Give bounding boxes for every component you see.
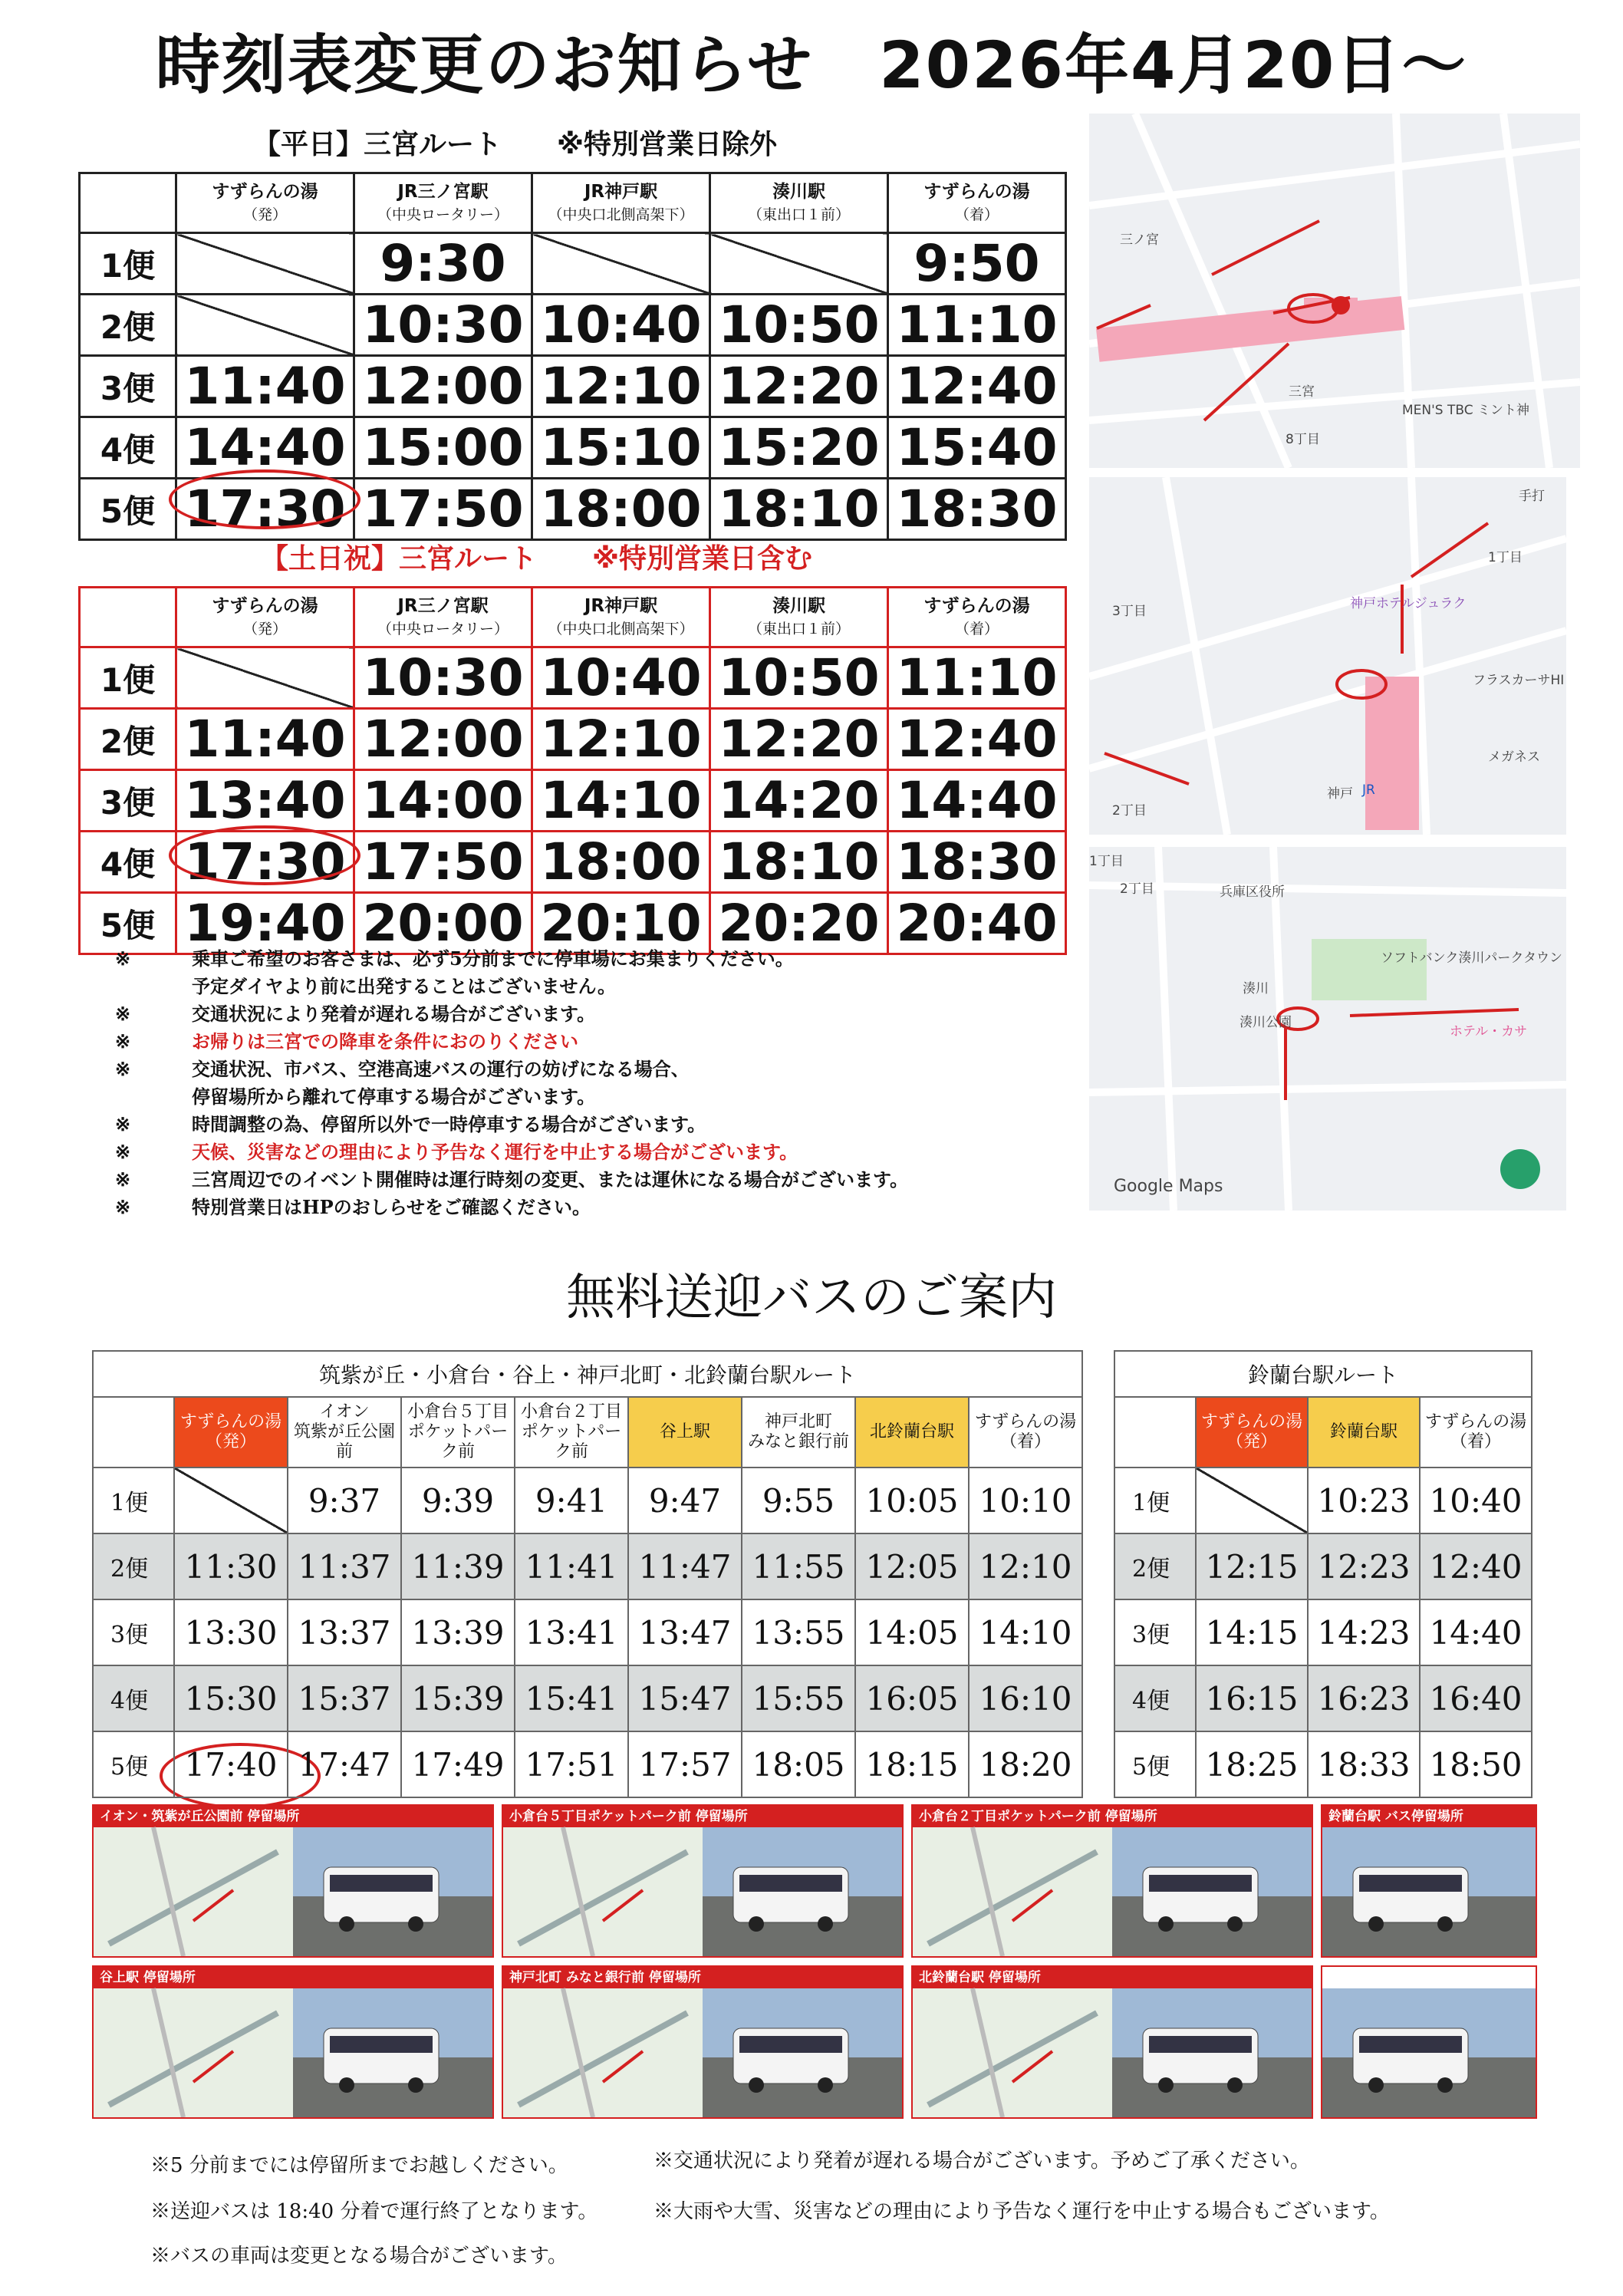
bin-label: 1便 <box>80 647 176 709</box>
map2-label-7: 3丁目 <box>1112 604 1147 619</box>
weekday-header-name: JR神戸駅 <box>584 181 658 202</box>
weekend-header-sub: （発） <box>242 620 287 637</box>
weekend-header-3 <box>532 588 710 647</box>
bin-label: 4便 <box>80 417 176 479</box>
time-cell <box>532 233 710 295</box>
highlight-circle-weekday <box>169 469 360 529</box>
time-cell: 18:10 <box>710 832 888 893</box>
time-cell: 9:30 <box>354 233 532 295</box>
time-cell: 10:30 <box>354 647 532 709</box>
route2-header-3: すずらんの湯 （着） <box>1420 1397 1532 1468</box>
time-cell: 15:40 <box>888 417 1066 479</box>
route1-caption: 筑紫が丘・小倉台・谷上・神戸北町・北鈴蘭台駅ルート <box>93 1351 1082 1397</box>
map2-label-8: 1丁目 <box>1488 550 1523 565</box>
note-item <box>77 1056 1074 1083</box>
route2-row <box>1114 1599 1532 1665</box>
stop-photo-caption: 小倉台２丁目ポケットパーク前 停留場所 <box>913 1806 1312 1827</box>
note-text: 特別営業日はHPのおしらせをご確認ください。 <box>192 1196 591 1218</box>
route1-row <box>93 1731 1082 1797</box>
time-cell: 9:50 <box>888 233 1066 295</box>
weekday-header-5 <box>888 173 1066 233</box>
route2-row <box>1114 1665 1532 1731</box>
weekend-header-1 <box>176 588 354 647</box>
map3-label-1: 兵庫区役所 <box>1220 884 1285 900</box>
route1-header-4: 小倉台２丁目 ポケットパーク前 <box>515 1397 628 1468</box>
weekend-header-row <box>80 588 1066 647</box>
route1-row <box>93 1599 1082 1665</box>
stop-photo-caption: 神戸北町 みなと銀行前 停留場所 <box>503 1967 902 1988</box>
time-cell: 18:10 <box>710 479 888 540</box>
weekend-header-name: JR三ノ宮駅 <box>397 595 489 616</box>
note-text: お帰りは三宮での降車を条件におのりください <box>192 1030 578 1052</box>
note-mark <box>77 973 192 1000</box>
footnote-4: ※大雨や大雪、災害などの理由により予告なく運行を中止する場合もございます。 <box>653 2200 1390 2223</box>
route1-header-3: 小倉台５丁目 ポケットパーク前 <box>401 1397 515 1468</box>
bin-label: 5便 <box>1114 1731 1196 1797</box>
footnote-1: ※5 分前までには停留所までお越しください。 <box>150 2154 568 2177</box>
time-cell: 17:30 <box>176 832 354 893</box>
weekday-header-sub: （中央ロータリー） <box>377 206 509 223</box>
time-cell: 12:20 <box>710 356 888 417</box>
time-cell: 17:50 <box>354 479 532 540</box>
time-cell: 18:50 <box>1420 1731 1532 1797</box>
note-text: 予定ダイヤより前に出発することはございません。 <box>192 975 616 997</box>
weekend-header-5 <box>888 588 1066 647</box>
route2-timetable <box>1114 1350 1532 1798</box>
bin-label: 1便 <box>93 1468 174 1533</box>
stop-photo-image <box>94 1806 492 1956</box>
time-cell: 20:40 <box>888 893 1066 954</box>
time-cell <box>1196 1468 1308 1533</box>
stop-photo <box>92 1804 494 1958</box>
time-cell: 13:39 <box>401 1599 515 1665</box>
weekday-row <box>80 233 1066 295</box>
weekday-row <box>80 417 1066 479</box>
stop-photo-image <box>913 1806 1312 1956</box>
time-cell: 17:47 <box>288 1731 401 1797</box>
weekend-caption: 【土日祝】三宮ルート ※特別営業日含む <box>261 543 812 575</box>
bin-label: 2便 <box>93 1533 174 1599</box>
time-cell: 10:30 <box>354 295 532 356</box>
note-item <box>77 973 1074 1000</box>
time-cell: 15:37 <box>288 1665 401 1731</box>
time-cell: 11:55 <box>742 1533 855 1599</box>
map3-label-3: 湊川 <box>1243 981 1269 996</box>
time-cell: 10:50 <box>710 295 888 356</box>
time-cell: 11:39 <box>401 1533 515 1599</box>
map3-label-5: ホテル・カサ <box>1450 1024 1528 1039</box>
note-text: 天候、災害などの理由により予告なく運行を中止する場合がございます。 <box>192 1141 798 1163</box>
time-cell: 11:10 <box>888 295 1066 356</box>
time-cell: 15:47 <box>628 1665 742 1731</box>
bin-label: 2便 <box>80 295 176 356</box>
time-cell: 12:10 <box>532 709 710 770</box>
stop-photo-image <box>94 1967 492 2117</box>
time-cell: 10:40 <box>532 647 710 709</box>
note-mark <box>77 1083 192 1111</box>
time-cell: 12:40 <box>1420 1533 1532 1599</box>
weekend-header-4 <box>710 588 888 647</box>
time-cell: 15:30 <box>174 1665 288 1731</box>
bin-label: 5便 <box>80 893 176 954</box>
time-cell: 12:15 <box>1196 1533 1308 1599</box>
time-cell: 12:00 <box>354 356 532 417</box>
route1-header-row <box>93 1397 1082 1468</box>
time-cell: 11:41 <box>515 1533 628 1599</box>
time-cell: 18:20 <box>969 1731 1082 1797</box>
time-cell: 18:30 <box>888 479 1066 540</box>
weekend-header-sub: （中央口北側高架下） <box>548 620 694 637</box>
bin-label: 3便 <box>80 356 176 417</box>
stop-photo <box>911 1804 1313 1958</box>
weekend-header-name: すずらんの湯 <box>212 595 318 616</box>
footnote-5: ※バスの車両は変更となる場合がございます。 <box>150 2245 568 2268</box>
time-cell: 13:41 <box>515 1599 628 1665</box>
time-cell: 14:05 <box>855 1599 969 1665</box>
note-item <box>77 945 1074 973</box>
weekday-header-name: すずらんの湯 <box>923 181 1030 202</box>
time-cell: 15:00 <box>354 417 532 479</box>
time-cell: 10:40 <box>532 295 710 356</box>
note-mark: ※ <box>115 1058 131 1080</box>
note-mark: ※ <box>115 1003 131 1025</box>
map2-label-5: JR <box>1362 782 1375 798</box>
time-cell: 17:57 <box>628 1731 742 1797</box>
time-cell: 12:05 <box>855 1533 969 1599</box>
time-cell: 16:23 <box>1308 1665 1420 1731</box>
stop-photo <box>502 1804 904 1958</box>
bus-title: 無料送迎バスのご案内 <box>566 1270 1057 1326</box>
weekday-header-sub: （着） <box>954 206 999 223</box>
bin-label: 1便 <box>80 233 176 295</box>
map3-label-2: ソフトバンク湊川パークタウン <box>1381 950 1562 966</box>
note-item <box>77 1083 1074 1111</box>
stop-photo-image <box>503 1967 902 2117</box>
time-cell: 9:37 <box>288 1468 401 1533</box>
time-cell: 17:49 <box>401 1731 515 1797</box>
time-cell: 17:50 <box>354 832 532 893</box>
time-cell: 11:30 <box>174 1533 288 1599</box>
note-mark: ※ <box>115 1030 131 1052</box>
time-cell: 17:40 <box>174 1731 288 1797</box>
weekday-header-3 <box>532 173 710 233</box>
time-cell: 10:40 <box>1420 1468 1532 1533</box>
note-mark: ※ <box>115 947 131 970</box>
bin-label: 2便 <box>1114 1533 1196 1599</box>
time-cell: 11:10 <box>888 647 1066 709</box>
bin-label: 2便 <box>80 709 176 770</box>
map-sannomiya[interactable] <box>1089 114 1580 468</box>
route1-row <box>93 1468 1082 1533</box>
time-cell: 20:00 <box>354 893 532 954</box>
stop-photo-caption: 鈴蘭台駅 バス停留場所 <box>1322 1806 1536 1827</box>
bin-label: 1便 <box>1114 1468 1196 1533</box>
map3-label-4: 湊川公園 <box>1239 1015 1292 1030</box>
note-item <box>77 1138 1074 1166</box>
time-cell: 18:05 <box>742 1731 855 1797</box>
weekend-header-name: JR神戸駅 <box>584 595 658 616</box>
bin-label: 3便 <box>80 770 176 832</box>
bin-label: 3便 <box>93 1599 174 1665</box>
bin-label: 5便 <box>80 479 176 540</box>
footnote-2: ※交通状況により発着が遅れる場合がございます。予めご了承ください。 <box>653 2149 1310 2172</box>
route2-row <box>1114 1468 1532 1533</box>
time-cell: 13:55 <box>742 1599 855 1665</box>
time-cell: 11:40 <box>176 356 354 417</box>
time-cell: 10:50 <box>710 647 888 709</box>
weekend-row <box>80 770 1066 832</box>
time-cell: 15:39 <box>401 1665 515 1731</box>
time-cell: 16:15 <box>1196 1665 1308 1731</box>
weekday-row <box>80 356 1066 417</box>
time-cell: 14:15 <box>1196 1599 1308 1665</box>
time-cell: 12:10 <box>532 356 710 417</box>
weekday-header-2 <box>354 173 532 233</box>
time-cell: 19:40 <box>176 893 354 954</box>
map-kobe[interactable] <box>1089 477 1566 835</box>
time-cell: 13:37 <box>288 1599 401 1665</box>
footnote-3: ※送迎バスは 18:40 分着で運行終了となります。 <box>150 2200 598 2223</box>
weekend-header-sub: （中央ロータリー） <box>377 620 509 637</box>
bin-label: 4便 <box>80 832 176 893</box>
map3-label-7: 2丁目 <box>1120 881 1154 897</box>
time-cell: 16:05 <box>855 1665 969 1731</box>
stop-photo <box>1321 1804 1537 1958</box>
time-cell: 13:40 <box>176 770 354 832</box>
weekend-header-name: すずらんの湯 <box>923 595 1030 616</box>
weekday-header-1 <box>176 173 354 233</box>
time-cell <box>710 233 888 295</box>
map1-label-3: 三ノ宮 <box>1120 232 1159 248</box>
map2-label-2: フラスカーサHI <box>1473 673 1565 688</box>
route1-header-2: イオン 筑紫が丘公園前 <box>288 1397 401 1468</box>
note-text: 三宮周辺でのイベント開催時は運行時刻の変更、または運休になる場合がございます。 <box>192 1168 909 1191</box>
map1-label-2: 三宮 <box>1289 384 1315 400</box>
weekday-header-name: すずらんの湯 <box>212 181 318 202</box>
time-cell: 12:40 <box>888 709 1066 770</box>
weekday-header-sub: （東出口１前） <box>747 206 850 223</box>
route2-row <box>1114 1731 1532 1797</box>
route2-header-2: 鈴蘭台駅 <box>1308 1397 1420 1468</box>
stop-photo-caption: イオン・筑紫が丘公園前 停留場所 <box>94 1806 492 1827</box>
time-cell: 18:00 <box>532 832 710 893</box>
stop-photo-image <box>503 1806 902 1956</box>
weekend-row <box>80 709 1066 770</box>
time-cell: 18:30 <box>888 832 1066 893</box>
time-cell: 13:30 <box>174 1599 288 1665</box>
time-cell: 9:39 <box>401 1468 515 1533</box>
time-cell: 13:47 <box>628 1599 742 1665</box>
stop-photo-caption: 北鈴蘭台駅 停留場所 <box>913 1967 1312 1988</box>
time-cell: 15:41 <box>515 1665 628 1731</box>
stop-photo <box>1321 1965 1537 2119</box>
weekday-header-name: JR三ノ宮駅 <box>397 181 489 202</box>
time-cell: 17:51 <box>515 1731 628 1797</box>
map3-label-6: Google Maps <box>1114 1177 1223 1196</box>
weekday-header-row <box>80 173 1066 233</box>
weekend-timetable <box>78 586 1067 955</box>
route2-row <box>1114 1533 1532 1599</box>
time-cell: 9:55 <box>742 1468 855 1533</box>
time-cell: 18:00 <box>532 479 710 540</box>
note-text: 時間調整の為、停留所以外で一時停車する場合がございます。 <box>192 1113 706 1135</box>
time-cell: 20:10 <box>532 893 710 954</box>
map1-label-4: 8丁目 <box>1286 432 1320 447</box>
map2-label-6: 手打 <box>1519 489 1545 504</box>
time-cell: 18:25 <box>1196 1731 1308 1797</box>
route1-header-5: 谷上駅 <box>628 1397 742 1468</box>
time-cell: 12:00 <box>354 709 532 770</box>
route1-header-8: すずらんの湯 （着） <box>969 1397 1082 1468</box>
map-minatogawa[interactable] <box>1089 847 1566 1211</box>
time-cell: 14:00 <box>354 770 532 832</box>
note-text: 交通状況、市バス、空港高速バスの運行の妨げになる場合、 <box>192 1058 690 1080</box>
route2-header-row <box>1114 1397 1532 1468</box>
note-item <box>77 1111 1074 1138</box>
weekday-header-sub: （発） <box>242 206 287 223</box>
route1-row <box>93 1665 1082 1731</box>
stop-photo <box>502 1965 904 2119</box>
route2-header-1: すずらんの湯 （発） <box>1196 1397 1308 1468</box>
bin-label: 4便 <box>93 1665 174 1731</box>
time-cell: 10:05 <box>855 1468 969 1533</box>
time-cell: 12:23 <box>1308 1533 1420 1599</box>
time-cell: 15:20 <box>710 417 888 479</box>
time-cell: 11:37 <box>288 1533 401 1599</box>
notes-list <box>77 945 1074 1221</box>
route2-caption: 鈴蘭台駅ルート <box>1114 1351 1532 1397</box>
time-cell: 16:40 <box>1420 1665 1532 1731</box>
note-text: 停留場所から離れて停車する場合がございます。 <box>192 1085 596 1108</box>
map2-label-3: メガネス <box>1488 749 1540 765</box>
weekend-header-sub: （東出口１前） <box>747 620 850 637</box>
time-cell: 11:40 <box>176 709 354 770</box>
weekend-row <box>80 647 1066 709</box>
weekday-caption: 【平日】三宮ルート ※特別営業日除外 <box>253 129 777 160</box>
time-cell <box>176 295 354 356</box>
weekday-header-sub: （中央口北側高架下） <box>548 206 694 223</box>
note-mark: ※ <box>115 1141 131 1163</box>
map2-label-4: 神戸 <box>1327 786 1353 802</box>
time-cell <box>174 1468 288 1533</box>
weekday-row <box>80 295 1066 356</box>
time-cell: 14:23 <box>1308 1599 1420 1665</box>
map3-label-8: 1丁目 <box>1089 854 1124 869</box>
time-cell: 12:10 <box>969 1533 1082 1599</box>
weekend-header-sub: （着） <box>954 620 999 637</box>
time-cell: 12:40 <box>888 356 1066 417</box>
route1-header-1: すずらんの湯 （発） <box>174 1397 288 1468</box>
time-cell: 18:15 <box>855 1731 969 1797</box>
map2-label-9: 2丁目 <box>1112 803 1147 819</box>
map1-label-1: MEN'S TBC ミント神 <box>1402 403 1530 418</box>
stop-photo <box>92 1965 494 2119</box>
route1-timetable <box>92 1350 1083 1798</box>
weekday-header-4 <box>710 173 888 233</box>
stop-photo-image <box>1322 1967 1536 2117</box>
time-cell: 9:47 <box>628 1468 742 1533</box>
time-cell: 14:40 <box>176 417 354 479</box>
time-cell: 14:10 <box>969 1599 1082 1665</box>
time-cell: 15:10 <box>532 417 710 479</box>
note-item <box>77 1194 1074 1221</box>
time-cell: 9:41 <box>515 1468 628 1533</box>
note-mark: ※ <box>115 1196 131 1218</box>
map2-label-1: 神戸ホテルジュラク <box>1350 596 1467 611</box>
note-item <box>77 1028 1074 1056</box>
time-cell: 18:33 <box>1308 1731 1420 1797</box>
route1-header-6: 神戸北町 みなと銀行前 <box>742 1397 855 1468</box>
time-cell: 10:10 <box>969 1468 1082 1533</box>
time-cell: 14:40 <box>888 770 1066 832</box>
time-cell: 17:30 <box>176 479 354 540</box>
stop-photo-caption: 谷上駅 停留場所 <box>94 1967 492 1988</box>
time-cell: 11:47 <box>628 1533 742 1599</box>
note-text: 交通状況により発着が遅れる場合がございます。 <box>192 1003 596 1025</box>
note-mark: ※ <box>115 1168 131 1191</box>
note-text: 乗車ご希望のお客さまは、必ず5分前までに停車場にお集まりください。 <box>192 947 794 970</box>
stop-photo <box>911 1965 1313 2119</box>
time-cell: 12:20 <box>710 709 888 770</box>
time-cell: 15:55 <box>742 1665 855 1731</box>
time-cell: 16:10 <box>969 1665 1082 1731</box>
time-cell: 10:23 <box>1308 1468 1420 1533</box>
weekend-header-name: 湊川駅 <box>772 595 825 616</box>
time-cell: 14:10 <box>532 770 710 832</box>
note-mark: ※ <box>115 1113 131 1135</box>
note-item <box>77 1000 1074 1028</box>
page-title: 時刻表変更のお知らせ 2026年4月20日〜 <box>155 28 1468 103</box>
time-cell: 14:40 <box>1420 1599 1532 1665</box>
weekend-header-2 <box>354 588 532 647</box>
route1-header-7: 北鈴蘭台駅 <box>855 1397 969 1468</box>
weekday-header-name: 湊川駅 <box>772 181 825 202</box>
time-cell <box>176 647 354 709</box>
route1-row <box>93 1533 1082 1599</box>
time-cell: 20:20 <box>710 893 888 954</box>
bin-label: 5便 <box>93 1731 174 1797</box>
stop-photo-image <box>913 1967 1312 2117</box>
time-cell <box>176 233 354 295</box>
bin-label: 3便 <box>1114 1599 1196 1665</box>
note-item <box>77 1166 1074 1194</box>
highlight-circle-weekend <box>169 825 360 885</box>
stop-photo-caption: 小倉台５丁目ポケットパーク前 停留場所 <box>503 1806 902 1827</box>
bin-label: 4便 <box>1114 1665 1196 1731</box>
stop-photo-image <box>1322 1806 1536 1956</box>
time-cell: 14:20 <box>710 770 888 832</box>
